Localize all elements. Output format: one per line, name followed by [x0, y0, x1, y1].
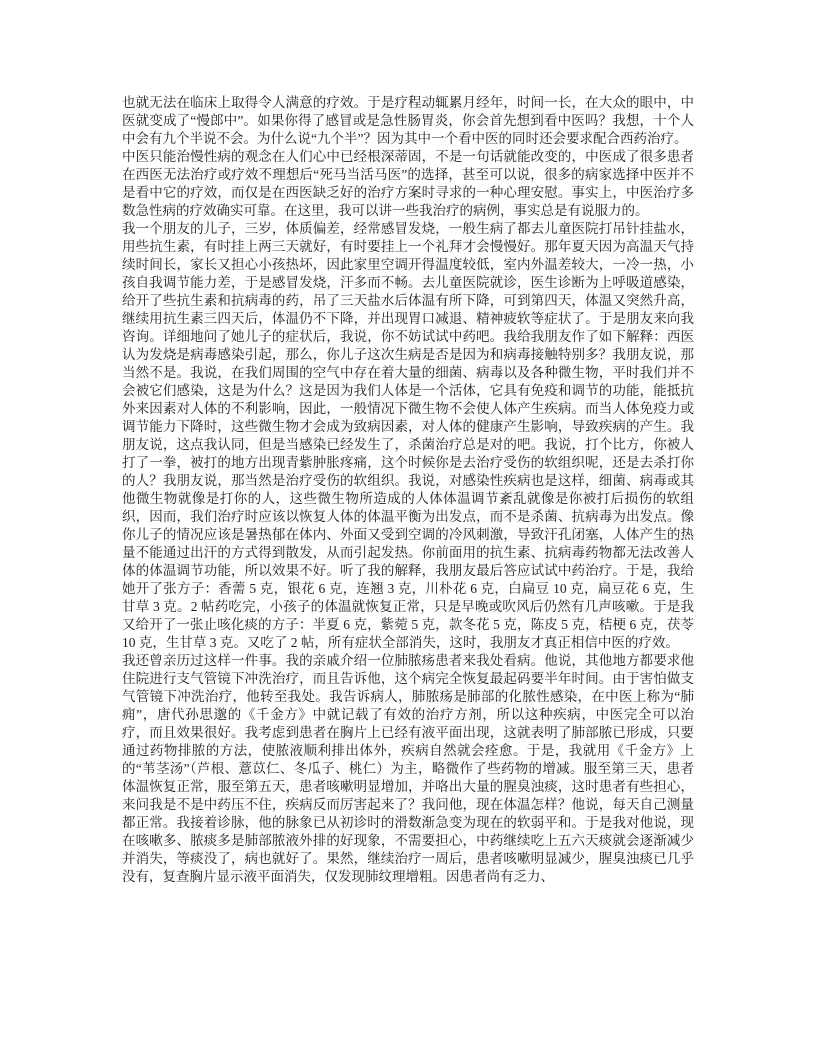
paragraph-3: 我一个朋友的儿子，三岁，体质偏差，经常感冒发烧，一般生病了都去儿童医院打吊针挂盐水，用些抗生素，有时挂上两三天就好，有时要挂上一个礼拜才会慢慢好。那年夏天因为高温天气持续时间长，家长又担心小孩热坏，因此家里空调开得温度较低，室内外温差较大，一冷一热，小孩自我调节能力差，于是感冒发烧，汗多而不畅。去儿童医院就诊，医生诊断为上呼吸道感染，给开了些抗生素和抗病毒的药，吊了三天盐水后体温有所下降，可到第四天，体温又突然升高，继续用抗生素三四天后，体温仍不下降，并出现胃口减退、精神疲软等症状了。于是朋友来向我咨询。详细地问了她儿子的症状后，我说，你不妨试试中药吧。我给我朋友作了如下解释：西医认为发烧是病毒感染引起，那么，你儿子这次生病是否是因为和病毒接触特别多？我朋友说，那当然不是。我说，在我们周围的空气中存在着大量的细菌、病毒以及各种微生物，平时我们并不会被它们感染，这是为什么？这是因为我们人体是一个活体，它具有免疫和调节的功能，能抵抗外来因素对人体的不利影响，因此，一般情况下微生物不会使人体产生疾病。而当人体免疫力或调节能力下降时，这些微生物才会成为致病因素，对人体的健康产生影响，导致疾病的产生。我朋友说，这点我认同，但是当感染已经发生了，杀菌治疗总是对的吧。我说，打个比方，你被人打了一拳，被打的地方出现青紫肿胀疼痛，这个时候你是去治疗受伤的软组织呢，还是去杀打你的人？我朋友说，那当然是治疗受伤的软组织。我说，对感染性疾病也是这样，细菌、病毒或其他微生物就像是打你的人，这些微生物所造成的人体体温调节紊乱就像是你被打后损伤的软组织，因而，我们治疗时应该以恢复人体的体温平衡为出发点，而不是杀菌、抗病毒为出发点。像你儿子的情况应该是暑热郁在体内、外面又受到空调的冷风刺激，导致汗孔闭塞，人体产生的热量不能通过出汗的方式得到散发，从而引起发热。你前面用的抗生素、抗病毒药物都无法改善人体的体温调节功能，所以效果不好。听了我的解释，我朋友最后答应试试中药治疗。于是，我给她开了张方子：香薷 5 克，银花 6 克，连翘 3 克，川朴花 6 克，白扁豆 10 克，扁豆花 6 克，生甘草 3 克。2 帖药吃完，小孩子的体温就恢复正常，只是早晚或吹风后仍然有几声咳嗽。于是我又给开了一张止咳化痰的方子：半夏 6 克，紫菀 5 克，款冬花 5 克，陈皮 5 克，桔梗 6 克，茯苓 10 克，生甘草 3 克。又吃了 2 帖，所有症状全部消失，这时，我朋友才真正相信中医的疗效。 [122, 221, 694, 650]
paragraph-2: 中医只能治慢性病的观念在人们心中已经根深蒂固，不是一句话就能改变的，中医成了很多患者在西医无法治疗或疗效不理想后“死马当活马医”的选择，甚至可以说，很多的病家选择中医并不是看中它的疗效，而仅是在西医缺乏好的治疗方案时寻求的一种心理安慰。事实上，中医治疗多数急性病的疗效确实可靠。在这里，我可以讲一些我治疗的病例，事实总是有说服力的。 [122, 149, 694, 218]
body-text [122, 94, 694, 886]
paragraph-4: 我还曾亲历过这样一件事。我的亲戚介绍一位肺脓疡患者来我处看病。他说，其他地方都要求他住院进行支气管镜下冲洗治疗，而且告诉他，这个病完全恢复最起码要半年时间。由于害怕做支气管镜下冲洗治疗，他转至我处。我告诉病人，肺脓疡是肺部的化脓性感染，在中医上称为“肺痈”，唐代孙思邈的《千金方》中就记载了有效的治疗方剂，所以这种疾病，中医完全可以治疗，而且效果很好。我考虑到患者在胸片上已经有液平面出现，这就表明了肺部脓已形成，只要通过药物排脓的方法，使脓液顺利排出体外，疾病自然就会痊愈。于是，我就用《千金方》上的“苇茎汤”（芦根、薏苡仁、冬瓜子、桃仁）为主，略微作了些药物的增减。服至第三天，患者体温恢复正常，服至第五天，患者咳嗽明显增加，并咯出大量的腥臭浊痰，这时患者有些担心，来问我是不是中药压不住，疾病反而厉害起来了？我问他，现在体温怎样？他说，每天自己测量都正常。我接着诊脉，他的脉象已从初诊时的滑数渐急变为现在的软弱平和。于是我对他说，现在咳嗽多、脓痰多是肺部脓液外排的好现象，不需要担心，中药继续吃上五六天痰就会逐渐减少并消失，等痰没了，病也就好了。果然，继续治疗一周后，患者咳嗽明显减少，腥臭浊痰已几乎没有，复查胸片显示液平面消失，仅发现肺纹理增粗。因患者尚有乏力、 [122, 653, 694, 884]
paragraph-1: 也就无法在临床上取得令人满意的疗效。于是疗程动辄累月经年，时间一长，在大众的眼中，中医就变成了“慢郎中”。如果你得了感冒或是急性肠胃炎，你会首先想到看中医吗？我想，十个人中会有九个半说不会。为什么说“九个半”？因为其中一个看中医的同时还会要求配合西药治疗。 [122, 95, 694, 146]
